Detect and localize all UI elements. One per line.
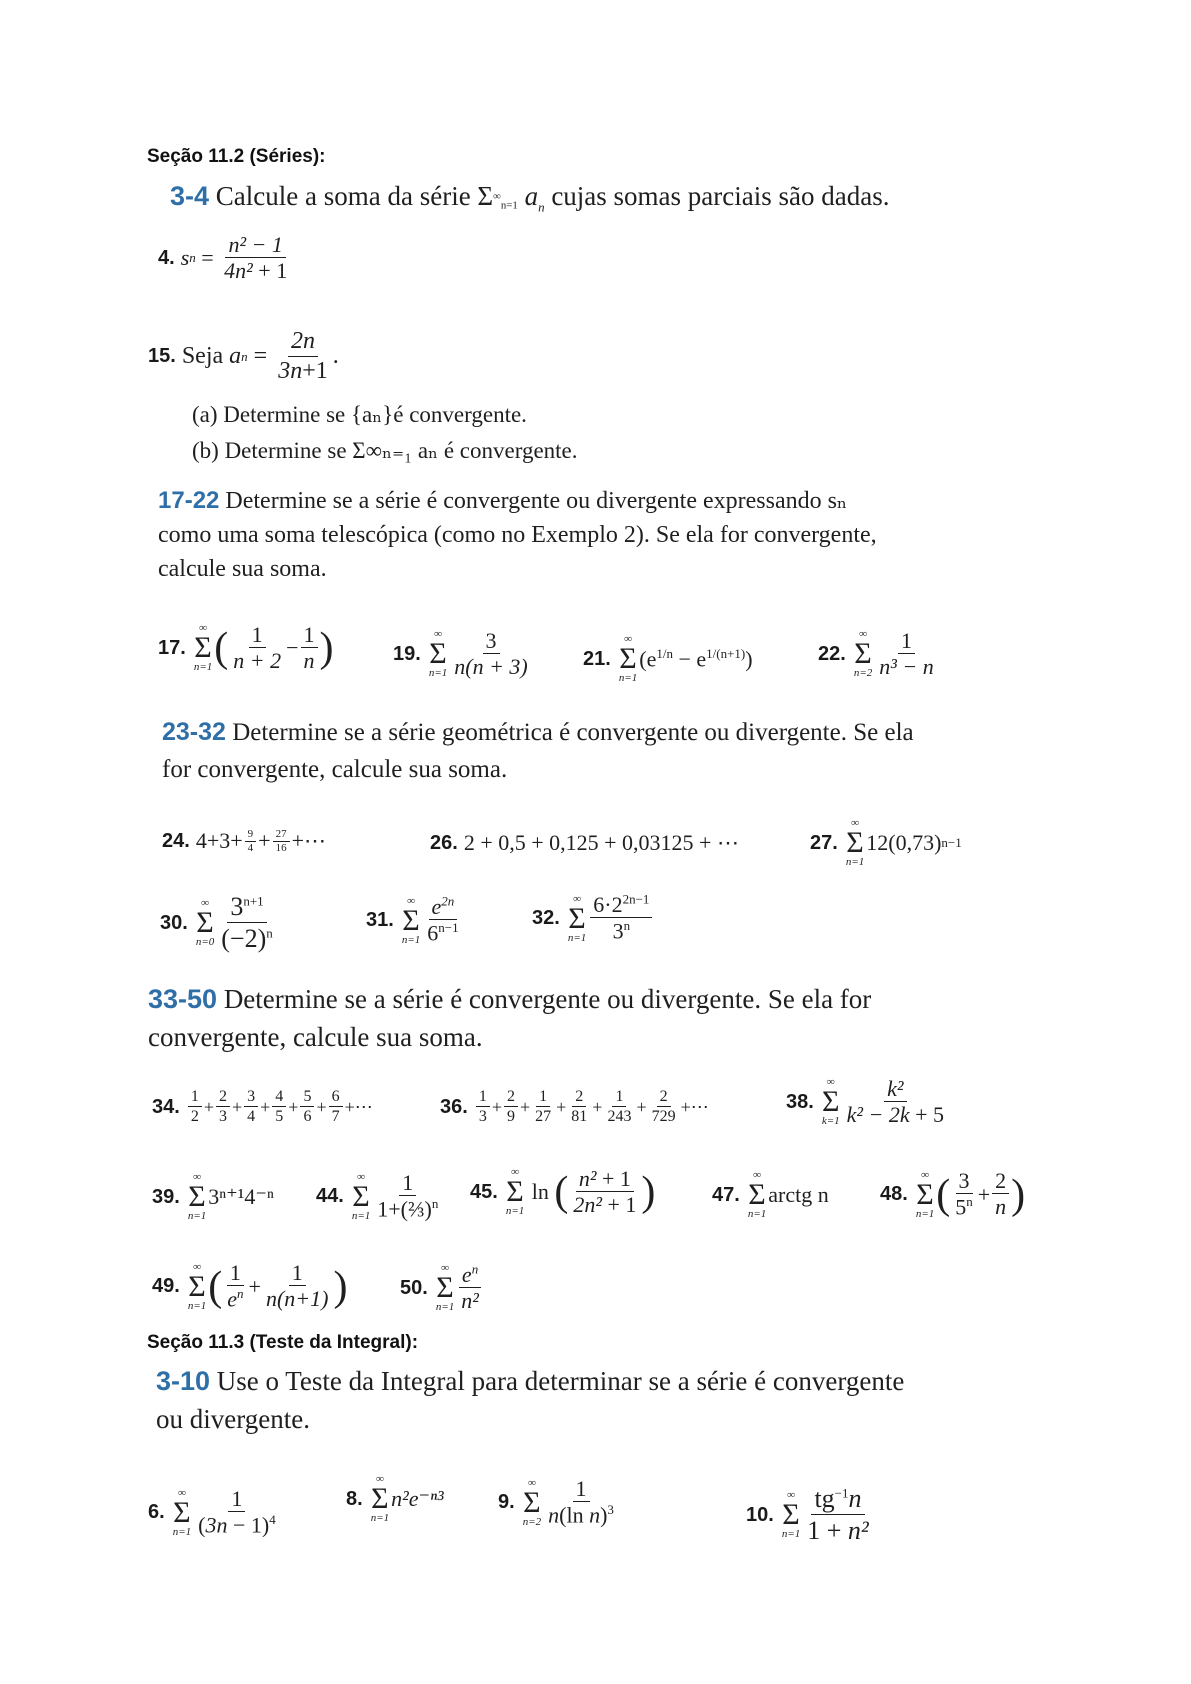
problem-49: 49. ∞ Σ n=1 ( 1 $e^n$ + 1 n(n+1) ) — [152, 1260, 348, 1312]
problem-4: 4. s n = n² − 1 4n² + 1 — [158, 232, 288, 284]
problem-17: 17. ∞ Σ n=1 ( 1 n + 2 − 1 n ) — [158, 622, 334, 674]
problem-50: 50. ∞ Σ n=1 $e^n$ n² — [400, 1262, 484, 1315]
range-label: 3-4 — [170, 181, 210, 211]
instruction-17-22: 17-22 Determine se a série é convergente ou divergente expressando sₙ como uma soma telescópica (como no Exemplo 2). Se ela for convergente, calcule sua soma. — [158, 487, 877, 582]
problem-9: 9. ∞ Σ n=2 1 n(ln n)$^3$ — [498, 1476, 614, 1528]
problem-24: 24. 4+3+ $\frac{9}{4}$ + 27 16 +⋯ — [162, 828, 326, 854]
instruction-3-10: 3-10 Use o Teste da Integral para determinar se a série é convergente ou divergente. — [156, 1366, 905, 1434]
problem-6: 6. ∞ Σ n=1 1 $(3n - 1)^4$ — [148, 1486, 276, 1538]
problem-36: 36. 1 3 + 2 9 + 1 27 + 2 81 + 1 243 + 2 729 +⋯ — [440, 1088, 709, 1126]
problem-22: 22. ∞ Σ n=2 1 n³ − n — [818, 628, 934, 680]
instruction-3-4: 3-4 Calcule a soma da série $\Sigma^\infty_{n=1}$ $a_n$ cujas somas parciais são dadas. — [170, 181, 890, 215]
problem-8: 8. ∞ Σ n=1 n²e⁻ⁿ³ — [346, 1473, 444, 1524]
instruction-23-32: 23-32 Determine se a série geométrica é convergente ou divergente. Se ela for convergente, calcule sua soma. — [162, 718, 914, 783]
problem-31: 31. ∞ Σ n=1 $e^{2n}$ $6^{n-1}$ — [366, 893, 459, 946]
section-heading-2: Seção 11.3 (Teste da Integral): — [147, 1332, 419, 1353]
problem-45: 45. ∞ Σ n=1 ln ( n² + 1 2n² + 1 ) — [470, 1166, 656, 1218]
problem-38: 38. ∞ Σ k=1 k² k² − 2k + 5 — [786, 1076, 945, 1128]
section-heading: Seção 11.2 (Séries): — [147, 146, 326, 167]
problem-26: 26. 2 + 0,5 + 0,125 + 0,03125 + ⋯ — [430, 830, 739, 855]
problem-15b: (b) Determine se Σ∞ₙ₌₁ aₙ é convergente. — [192, 438, 578, 463]
problem-48: 48. ∞ Σ n=1 ( 3 5$^n$ + 2 n ) — [880, 1168, 1026, 1220]
problem-21: 21. ∞ Σ n=1 $(e^{1/n} - e^{1/(n+1)})$ — [583, 633, 753, 684]
instruction-33-50: 33-50 Determine se a série é convergente ou divergente. Se ela for convergente, calcule sua soma. — [148, 984, 872, 1052]
problem-32: 32. ∞ Σ n=1 $6\cdot 2^{2n-1}$ 3$^n$ — [532, 892, 654, 945]
problem-44: 44. ∞ Σ n=1 1 1+(⅔)$^n$ — [316, 1170, 439, 1222]
problem-19: 19. ∞ Σ n=1 3 n(n + 3) — [393, 628, 528, 680]
problem-34: 34. 1 2 + 2 3 + 3 4 + 4 5 + 5 6 + 6 7 +⋯ — [152, 1088, 373, 1126]
problem-47: 47. ∞ Σ n=1 arctg n — [712, 1169, 829, 1220]
problem-10: 10. ∞ Σ n=1 $tg^{-1}n$ 1 + n² — [746, 1484, 869, 1545]
problem-27: 27. ∞ Σ n=1 12(0,73) n−1 — [810, 817, 962, 868]
problem-15a: (a) Determine se {aₙ}é convergente. — [192, 402, 527, 427]
problem-39: 39. ∞ Σ n=1 3ⁿ⁺¹4⁻ⁿ — [152, 1171, 274, 1222]
problem-30: 30. ∞ Σ n=0 $3^{n+1}$ $(-2)^n$ — [160, 892, 273, 953]
problem-15: 15. Seja a n = 2n 3n+1 . — [148, 328, 339, 384]
